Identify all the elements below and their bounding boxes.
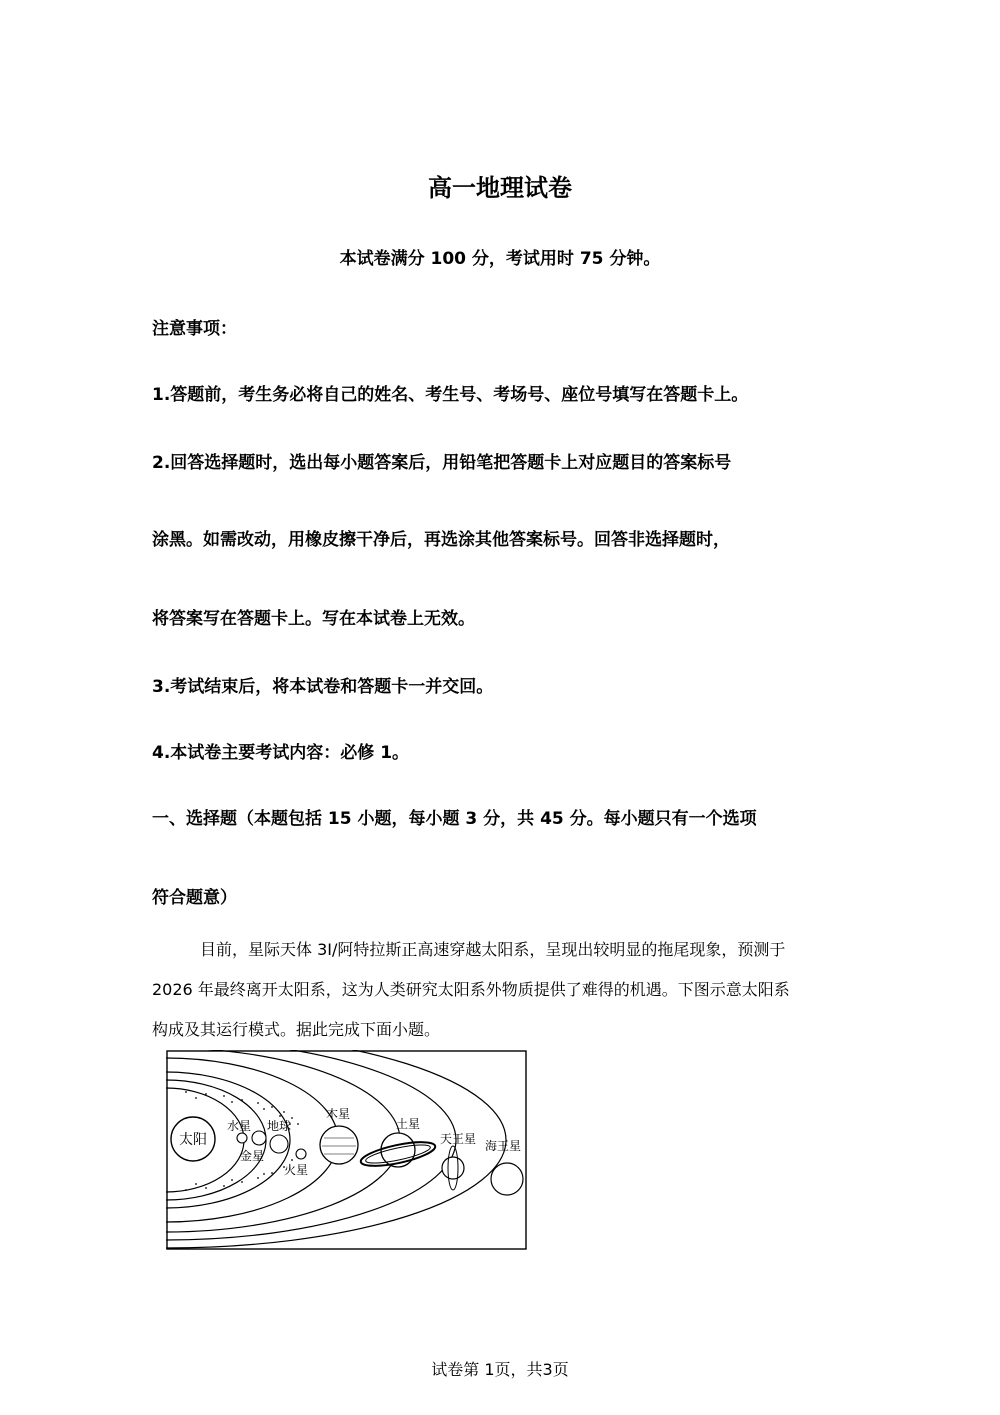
neptune [491, 1163, 523, 1195]
mercury [237, 1133, 247, 1143]
venus [252, 1131, 266, 1145]
earth-label: 地球 [266, 1119, 292, 1133]
note-item-2-line-3: 将答案写在答题卡上。写在本试卷上无效。 [152, 609, 475, 629]
exam-info: 本试卷满分 100 分，考试用时 75 分钟。 [339, 249, 661, 269]
jupiter [320, 1126, 358, 1164]
mercury-label: 水星 [226, 1119, 252, 1133]
mars [296, 1149, 306, 1159]
saturn-label: 土星 [395, 1117, 421, 1131]
passage-line-2: 2026 年最终离开太阳系，这为人类研究太阳系外物质提供了难得的机遇。下图示意太阳系 [152, 980, 790, 999]
page-title: 高一地理试卷 [428, 174, 572, 202]
note-item-1: 1.答题前，考生务必将自己的姓名、考生号、考场号、座位号填写在答题卡上。 [152, 385, 749, 405]
uranus [442, 1157, 464, 1179]
note-item-2-line-1: 2.回答选择题时，选出每小题答案后，用铅笔把答题卡上对应题目的答案标号 [152, 453, 732, 473]
venus-label: 金星 [239, 1149, 265, 1163]
sun-label: 太阳 [179, 1133, 207, 1148]
neptune-label: 海王星 [484, 1139, 522, 1153]
jupiter-label: 木星 [325, 1107, 351, 1121]
note-item-4: 4.本试卷主要考试内容：必修 1。 [152, 743, 410, 763]
section-heading-line-2: 符合题意） [152, 888, 237, 908]
note-item-3: 3.考试结束后，将本试卷和答题卡一并交回。 [152, 677, 494, 697]
section-heading-line-1: 一、选择题（本题包括 15 小题，每小题 3 分，共 45 分。每小题只有一个选项 [152, 809, 757, 829]
earth [270, 1135, 288, 1153]
page-footer: 试卷第 1页，共3页 [431, 1360, 569, 1379]
notes-heading: 注意事项： [152, 319, 237, 339]
solar-system-diagram [166, 1050, 528, 1251]
passage-line-1: 目前，星际天体 3I/阿特拉斯正高速穿越太阳系，呈现出较明显的拖尾现象，预测于 [200, 940, 786, 959]
note-item-2-line-2: 涂黑。如需改动，用橡皮擦干净后，再选涂其他答案标号。回答非选择题时， [152, 530, 730, 550]
passage-line-3: 构成及其运行模式。据此完成下面小题。 [152, 1020, 441, 1039]
uranus-label: 天王星 [439, 1132, 477, 1146]
mars-label: 火星 [283, 1163, 309, 1177]
